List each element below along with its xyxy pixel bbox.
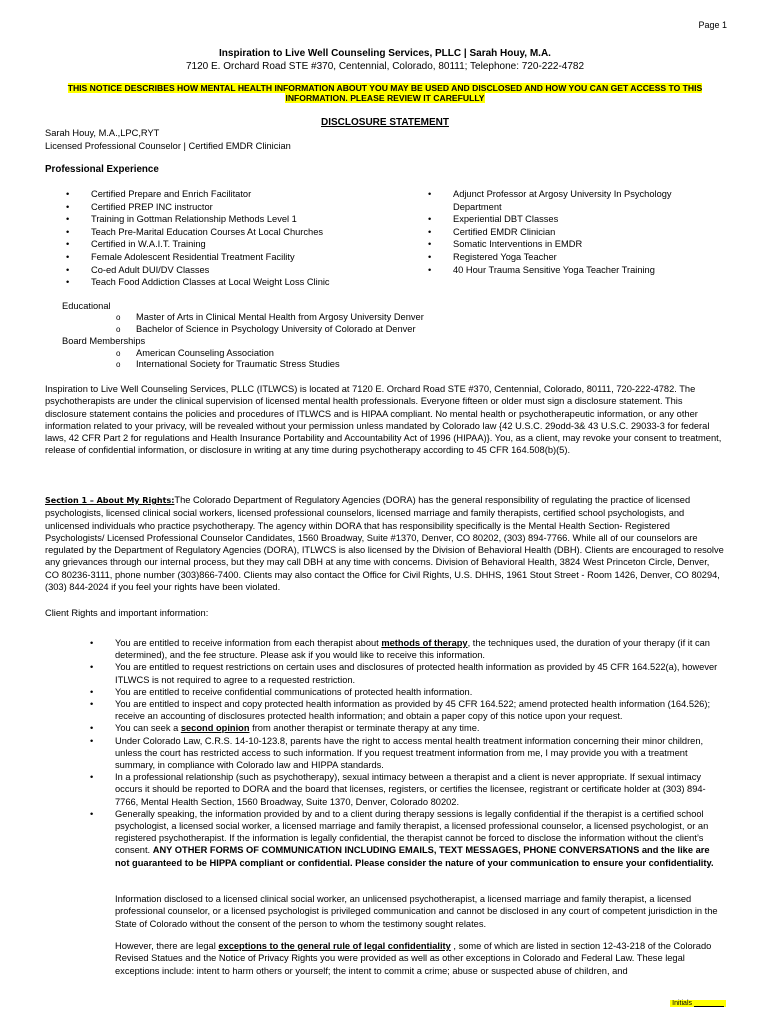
rights-item — [90, 686, 724, 698]
experience-item: • Certified in W.A.I.T. Training — [66, 238, 396, 251]
rights-item-text: You are entitled to receive information from each therapist about — [115, 638, 382, 648]
rights-item — [90, 735, 724, 772]
exceptions-pre: However, there are legal — [115, 941, 219, 951]
initials-field[interactable] — [670, 1000, 726, 1007]
education-item: o Bachelor of Science in Psychology University of Colorado at Denver — [62, 324, 562, 336]
rights-item — [90, 637, 724, 661]
experience-item: • Co-ed Adult DUI/DV Classes — [66, 264, 396, 277]
counselor-name: Sarah Houy, M.A.,LPC,RYT — [45, 128, 160, 138]
intro-paragraph: Inspiration to Live Well Counseling Services, PLLC (ITLWCS) is located at 7120 E. Orchard Road STE #370, Centennial, Colorado, 80111, 720-222-4782. The psychotherapists are under the clinical supervision of licensed mental health professionals. Everyone fifteen or older must sign a disclosure statement. This disclosure statement contains the policies and procedures of ITLWCS and is HIPAA compliant. No mental health or psychotherapeutic information, or any other information related to your privacy, will be revealed without your permission unless mandated by Colorado law {42 U.S.C. 29odd-3& 43 U.S.C. 29033-3 for federal laws, 42 CFR Part 2 for regulations and Health Insurance Portability and Accountability Act of 1996 (HIPAA)}. You, as a client, may revoke your consent to treatment, release of confidential information, or disclosure in writing at any time during psychotherapy according to 45 CFR 164.508(b)(5). — [45, 384, 722, 456]
experience-item: • 40 Hour Trauma Sensitive Yoga Teacher Training — [428, 264, 698, 277]
rights-item — [90, 808, 724, 869]
experience-item: • Teach Food Addiction Classes at Local Weight Loss Clinic — [66, 276, 396, 289]
exceptions-paragraph — [115, 940, 725, 977]
experience-item: • Female Adolescent Residential Treatment Facility — [66, 251, 396, 264]
section1-title: Section 1 – About My Rights: — [45, 496, 175, 505]
education-block — [62, 300, 562, 371]
experience-item: • Certified PREP INC instructor — [66, 201, 396, 214]
practice-title: Inspiration to Live Well Counseling Services, PLLC | Sarah Houy, M.A. — [219, 48, 551, 59]
rights-item-text: Under Colorado Law, C.R.S. 14-10-123.8, parents have the right to access mental health treatment information concerning their minor children, unless the court has restricted access to such information. If you request treatment information from me, I may provide you with a treatment summary, in compliance with Colorado law and HIPPA standards. — [115, 735, 704, 771]
rights-list — [90, 637, 724, 869]
rights-intro: Client Rights and important information: — [45, 608, 209, 618]
rights-item-text: You are entitled to request restrictions on certain uses and disclosures of protected health information as provided by 45 CFR 164.522(a), however ITLWCS is not required to agree to a requested restriction. — [115, 662, 718, 685]
education-list — [62, 312, 562, 335]
rights-item-emphasis: second opinion — [180, 723, 250, 734]
experience-item: • Training in Gottman Relationship Methods Level 1 — [66, 213, 396, 226]
rights-item — [90, 722, 724, 734]
privileged-paragraph: Information disclosed to a licensed clinical social worker, an unlicensed psychotherapist, a licensed marriage and family therapist, a licensed professional counselor, or a licensed psychologist is privileged communication and cannot be disclosed in any court of competent jurisdiction in the State of Colorado without the consent of the person to whom the testimony sought relates. — [115, 894, 718, 929]
board-item: o American Counseling Association — [62, 348, 562, 360]
experience-item: • Certified EMDR Clinician — [428, 226, 698, 239]
rights-item — [90, 698, 724, 722]
exceptions-emphasis: exceptions to the general rule of legal confidentiality — [218, 941, 451, 951]
rights-item-text: You are entitled to receive confidential communications of protected health information. — [115, 686, 473, 697]
section1-body: The Colorado Department of Regulatory Agencies (DORA) has the general responsibility of regulating the practice of licensed psychologists, licensed clinical social workers, licensed professional counselors, licensed marriage and family therapists, certified school psychologists, and unlicensed individuals who practice psychotherapy. The agency within DORA that has responsibility specifically is the Mental Health Section- Registered Psychologists/ Licensed Professional Counselor Candidates, 1560 Broadway, Suite #1370, Denver, CO 80202, (303) 894-7766. While all of our counselors are regulated by the Department of Regulatory Agencies (DORA), ITLWCS is also licensed by the Division of Behavioral Health (DBH). Clients are encouraged to resolve any grievances through our internal process, but they may call DBH at any time with concerns. Division of Behavioral Health, 3824 West Princeton Circle, Denver, CO 80236-3111, phone number (303)866-7400. Clients may also contact the Office for Civil Rights, U.S. DHHS, 1961 Stout Street - Room 1426, Denver, CO 80294, (303) 844-2024 if you feel your rights have been violated. — [45, 495, 724, 593]
practice-address: 7120 E. Orchard Road STE #370, Centennial, Colorado, 80111; Telephone: 720-222-4782 — [185, 61, 585, 72]
experience-item: • Registered Yoga Teacher — [428, 251, 698, 264]
experience-list-right — [428, 188, 698, 276]
counselor-credentials: Licensed Professional Counselor | Certified EMDR Clinician — [45, 141, 291, 151]
exceptions-post: , some of which are listed in section 12-43-218 of the Colorado Revised Statues and the Notice of Privacy Rights you were provided as well as other exceptions in Colorado and Federal Law. These legal exceptions include: intent to harm others or yourself; the intent to commit a crime; abuse or suspected abuse of children, and — [115, 941, 712, 976]
rights-item — [90, 661, 724, 685]
section1-paragraph — [45, 494, 725, 593]
disclosure-heading: DISCLOSURE STATEMENT — [321, 117, 449, 128]
page-number: Page 1 — [698, 20, 727, 30]
rights-item-text: Generally speaking, the information provided by and to a client during therapy sessions is legally confidential if the therapist is a certified school psychologist, a licensed social worker, a licensed marriage and family therapist, a licensed professional counselor, a licensed psychologist, or an registered psychotherapist. If the information is legally confidential, the therapist cannot be forced to disclose the information without the client’s consent. — [115, 808, 709, 856]
experience-item: • Certified Prepare and Enrich Facilitator — [66, 188, 396, 201]
initials-line[interactable] — [694, 1006, 724, 1007]
privacy-notice-text: THIS NOTICE DESCRIBES HOW MENTAL HEALTH INFORMATION ABOUT YOU MAY BE USED AND DISCLOSED AND HOW YOU CAN GET ACCESS TO THIS INFORMATION. PLEASE REVIEW IT CAREFULLY — [67, 83, 703, 103]
boards-heading: Board Memberships — [62, 336, 146, 347]
experience-item: • Somatic Interventions in EMDR — [428, 238, 698, 251]
boards-list — [62, 348, 562, 371]
education-heading: Educational — [62, 301, 111, 311]
rights-item-text: In a professional relationship (such as psychotherapy), sexual intimacy between a therapist and a client is never appropriate. If sexual intimacy occurs it should be reported to DORA and the board that licenses, registers, or certifies the licensee, registrant or certificate holder at (303) 894-7766, Mental Health Section, 1560 Broadway, Suite 1370, Denver, Colorado 80202. — [115, 772, 706, 807]
rights-item-text: You are entitled to inspect and copy protected health information as provided by 45 CFR 164.522; amend protected health information (164.526); receive an accounting of disclosures protected health information; and obtain a paper copy of this notice upon your request. — [115, 699, 711, 722]
experience-item: • Experiential DBT Classes — [428, 213, 698, 226]
board-item: o International Society for Traumatic Stress Studies — [62, 359, 562, 371]
rights-item-emphasis: methods of therapy — [381, 638, 468, 648]
rights-item-warning: ANY OTHER FORMS OF COMMUNICATION INCLUDING EMAILS, TEXT MESSAGES, PHONE CONVERSATIONS and the like are not guaranteed to be HIPPA compliant or confidential. Please consider the nature of your communication to ensure your confidentiality. — [115, 845, 714, 868]
experience-list-left — [66, 188, 396, 289]
experience-item: • Teach Pre-Marital Education Courses At Local Churches — [66, 226, 396, 239]
experience-item: • Adjunct Professor at Argosy University In Psychology Department — [428, 188, 698, 213]
rights-item-text: , the techniques used, the duration of your therapy (if it can determined), and the fee structure. Please ask if you would like to receive this information. — [115, 638, 710, 661]
education-item: o Master of Arts in Clinical Mental Health from Argosy University Denver — [62, 312, 562, 324]
experience-heading: Professional Experience — [45, 164, 159, 175]
rights-item — [90, 771, 724, 808]
privacy-notice — [50, 83, 720, 103]
rights-item-text: You can seek a — [115, 723, 181, 734]
initials-label: Initials — [672, 1000, 692, 1007]
rights-item-text: from another therapist or terminate therapy at any time. — [249, 723, 480, 734]
